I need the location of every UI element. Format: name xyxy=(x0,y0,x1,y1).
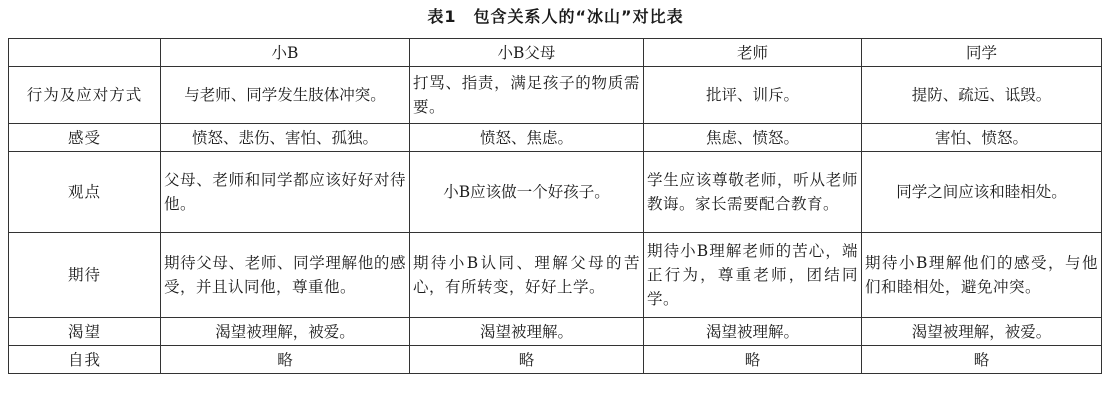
row-header-self: 自我 xyxy=(9,346,161,374)
table-cell: 提防、疏远、诋毁。 xyxy=(862,67,1102,124)
column-header-teacher: 老师 xyxy=(644,39,862,67)
row-header-behavior: 行为及应对方式 xyxy=(9,67,161,124)
row-header-feelings: 感受 xyxy=(9,124,161,152)
table-cell: 期待小B理解老师的苦心，端正行为，尊重老师，团结同学。 xyxy=(644,233,862,318)
table-cell: 期待父母、老师、同学理解他的感受，并且认同他，尊重他。 xyxy=(161,233,410,318)
table-cell: 略 xyxy=(410,346,644,374)
table-cell: 渴望被理解。 xyxy=(410,318,644,346)
table-cell: 父母、老师和同学都应该好好对待他。 xyxy=(161,152,410,233)
table-cell: 打骂、指责，满足孩子的物质需要。 xyxy=(410,67,644,124)
table-caption: 表1 包含关系人的“冰山”对比表 xyxy=(427,7,684,26)
column-header-parents: 小B父母 xyxy=(410,39,644,67)
header-corner-cell xyxy=(9,39,161,67)
iceberg-comparison-table xyxy=(8,38,1102,374)
table-row-views xyxy=(9,152,1102,233)
table-row-yearning xyxy=(9,318,1102,346)
table-cell: 小B应该做一个好孩子。 xyxy=(410,152,644,233)
table-cell: 期待小B理解他们的感受，与他们和睦相处，避免冲突。 xyxy=(862,233,1102,318)
table-cell: 焦虑、愤怒。 xyxy=(644,124,862,152)
table-cell: 略 xyxy=(644,346,862,374)
row-header-expectations: 期待 xyxy=(9,233,161,318)
table-cell: 略 xyxy=(862,346,1102,374)
column-header-classmates: 同学 xyxy=(862,39,1102,67)
row-header-views: 观点 xyxy=(9,152,161,233)
table-cell: 愤怒、焦虑。 xyxy=(410,124,644,152)
table-cell: 愤怒、悲伤、害怕、孤独。 xyxy=(161,124,410,152)
table-cell: 害怕、愤怒。 xyxy=(862,124,1102,152)
table-cell: 学生应该尊敬老师，听从老师教诲。家长需要配合教育。 xyxy=(644,152,862,233)
table-cell: 期待小B认同、理解父母的苦心，有所转变，好好上学。 xyxy=(410,233,644,318)
table-cell: 同学之间应该和睦相处。 xyxy=(862,152,1102,233)
table-row-behavior xyxy=(9,67,1102,124)
column-header-xiao-b: 小B xyxy=(161,39,410,67)
table-cell: 批评、训斥。 xyxy=(644,67,862,124)
table-row-self xyxy=(9,346,1102,374)
table-cell: 渴望被理解，被爱。 xyxy=(862,318,1102,346)
table-cell: 渴望被理解。 xyxy=(644,318,862,346)
header-row xyxy=(9,39,1102,67)
row-header-yearning: 渴望 xyxy=(9,318,161,346)
table-row-feelings xyxy=(9,124,1102,152)
table-cell: 渴望被理解，被爱。 xyxy=(161,318,410,346)
table-cell: 略 xyxy=(161,346,410,374)
table-row-expectations xyxy=(9,233,1102,318)
table-cell: 与老师、同学发生肢体冲突。 xyxy=(161,67,410,124)
